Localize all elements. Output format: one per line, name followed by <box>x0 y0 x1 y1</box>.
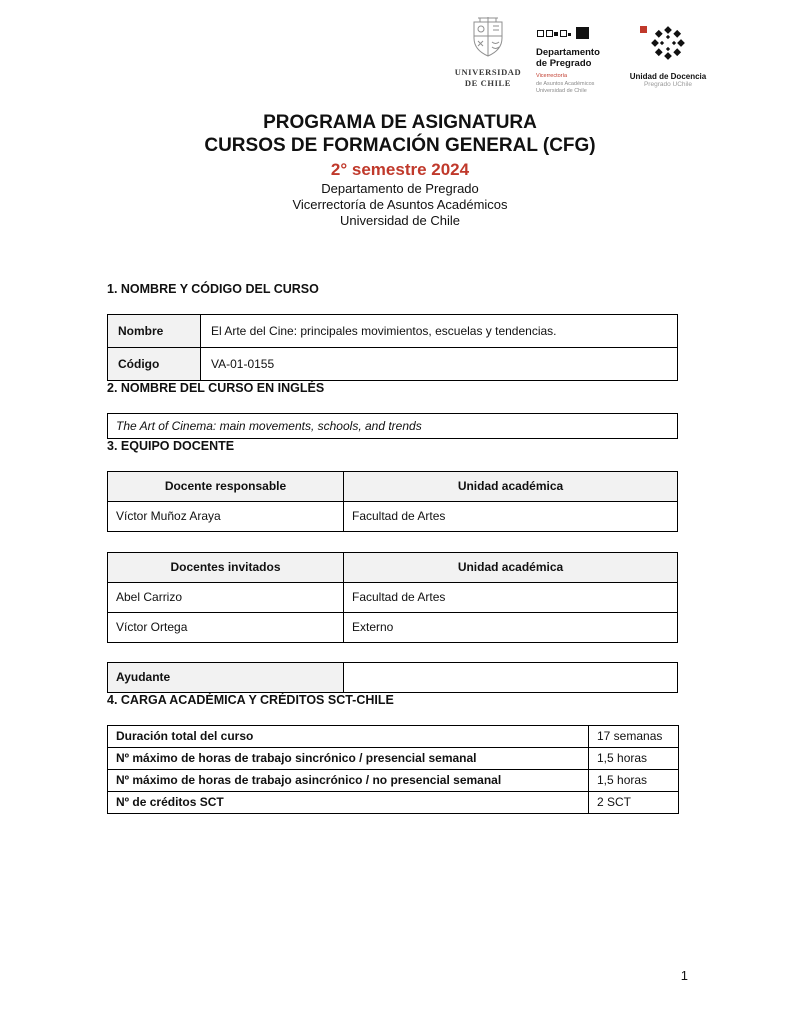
header-unidad-academica: Unidad académica <box>344 553 678 583</box>
section-2-heading: 2. NOMBRE DEL CURSO EN INGLÉS <box>107 381 325 395</box>
pregrado-logo-title <box>536 48 616 70</box>
section-3-heading: 3. EQUIPO DOCENTE <box>107 439 235 453</box>
sct-credits-value: 2 SCT <box>589 792 679 814</box>
duration-value: 17 semanas <box>589 726 679 748</box>
uchile-logo-line1: UNIVERSIDAD <box>454 67 522 77</box>
semester-subtitle: 2° semestre 2024 <box>330 160 470 179</box>
table-row <box>108 315 678 348</box>
header-vicerrectoria: Vicerrectoría de Asuntos Académicos <box>292 197 508 212</box>
table-row <box>108 348 678 381</box>
course-name-table <box>107 314 678 381</box>
docencia-logo-subtitle: Pregrado UChile <box>643 81 693 88</box>
course-code-value: VA-01-0155 <box>201 348 678 381</box>
header-unidad-academica: Unidad académica <box>344 472 678 502</box>
uchile-logo-line2: DE CHILE <box>464 78 512 89</box>
workload-table <box>107 725 679 814</box>
header-docentes-invitados: Docentes invitados <box>108 553 344 583</box>
invited-teacher-unit: Facultad de Artes <box>344 583 678 613</box>
async-hours-label: Nº máximo de horas de trabajo asincrónico / no presencial semanal <box>108 770 589 792</box>
invited-teachers-table <box>107 552 678 643</box>
uchile-crest-icon <box>462 16 514 60</box>
page-number: 1 <box>680 968 688 983</box>
pregrado-logo-sub1: Vicerrectoría <box>536 72 568 79</box>
assistant-label: Ayudante <box>108 663 344 693</box>
table-row <box>108 502 678 532</box>
sync-hours-value: 1,5 horas <box>589 748 679 770</box>
table-spacer <box>107 532 678 552</box>
section-1-heading: 1. NOMBRE Y CÓDIGO DEL CURSO <box>107 282 319 296</box>
duration-label: Duración total del curso <box>108 726 589 748</box>
docencia-pinwheel-icon <box>640 22 696 66</box>
invited-teacher-name: Abel Carrizo <box>108 583 344 613</box>
table-row <box>108 748 679 770</box>
table-row <box>108 613 678 643</box>
english-name-table <box>107 413 678 439</box>
uchile-logo <box>452 16 524 89</box>
responsible-teacher-unit: Facultad de Artes <box>344 502 678 532</box>
course-name-value: El Arte del Cine: principales movimientos, escuelas y tendencias. <box>201 315 678 348</box>
invited-teacher-unit: Externo <box>344 613 678 643</box>
pregrado-logo-sub3: Universidad de Chile <box>536 88 587 95</box>
docencia-logo <box>628 16 708 88</box>
document-title-line1: PROGRAMA DE ASIGNATURA <box>263 112 537 133</box>
assistant-value <box>344 663 678 693</box>
table-row <box>108 583 678 613</box>
docencia-logo-title: Unidad de Docencia <box>629 72 707 81</box>
uchile-logo-text <box>452 67 524 89</box>
table-header-row <box>108 553 678 583</box>
table-row <box>108 770 679 792</box>
responsible-teacher-name: Víctor Muñoz Araya <box>108 502 344 532</box>
pregrado-logo-sub2: de Asuntos Académicos <box>536 80 595 87</box>
sct-credits-label: Nº de créditos SCT <box>108 792 589 814</box>
assistant-table <box>107 662 678 693</box>
table-row <box>108 663 678 693</box>
english-name-value: The Art of Cinema: main movements, schools, and trends <box>108 414 678 439</box>
document-content <box>107 282 678 814</box>
course-code-label: Código <box>108 348 201 381</box>
table-row <box>108 414 678 439</box>
table-spacer <box>107 643 678 662</box>
course-name-label: Nombre <box>108 315 201 348</box>
pregrado-title-line2: de Pregrado <box>536 57 592 69</box>
pregrado-title-line1: Departamento <box>536 47 600 58</box>
sync-hours-label: Nº máximo de horas de trabajo sincrónico / presencial semanal <box>108 748 589 770</box>
invited-teacher-name: Víctor Ortega <box>108 613 344 643</box>
table-header-row <box>108 472 678 502</box>
header-logos <box>452 16 708 96</box>
header-university: Universidad de Chile <box>340 213 460 228</box>
document-title-line2: CURSOS DE FORMACIÓN GENERAL (CFG) <box>204 135 596 156</box>
pregrado-logo <box>536 16 616 96</box>
table-row <box>108 726 679 748</box>
pregrado-pixel-icon <box>536 26 608 40</box>
header-docente-responsable: Docente responsable <box>108 472 344 502</box>
async-hours-value: 1,5 horas <box>589 770 679 792</box>
section-4-heading: 4. CARGA ACADÉMICA Y CRÉDITOS SCT-CHILE <box>107 693 394 707</box>
responsible-teacher-table <box>107 471 678 532</box>
header-department: Departamento de Pregrado <box>321 181 479 196</box>
table-row <box>108 792 679 814</box>
